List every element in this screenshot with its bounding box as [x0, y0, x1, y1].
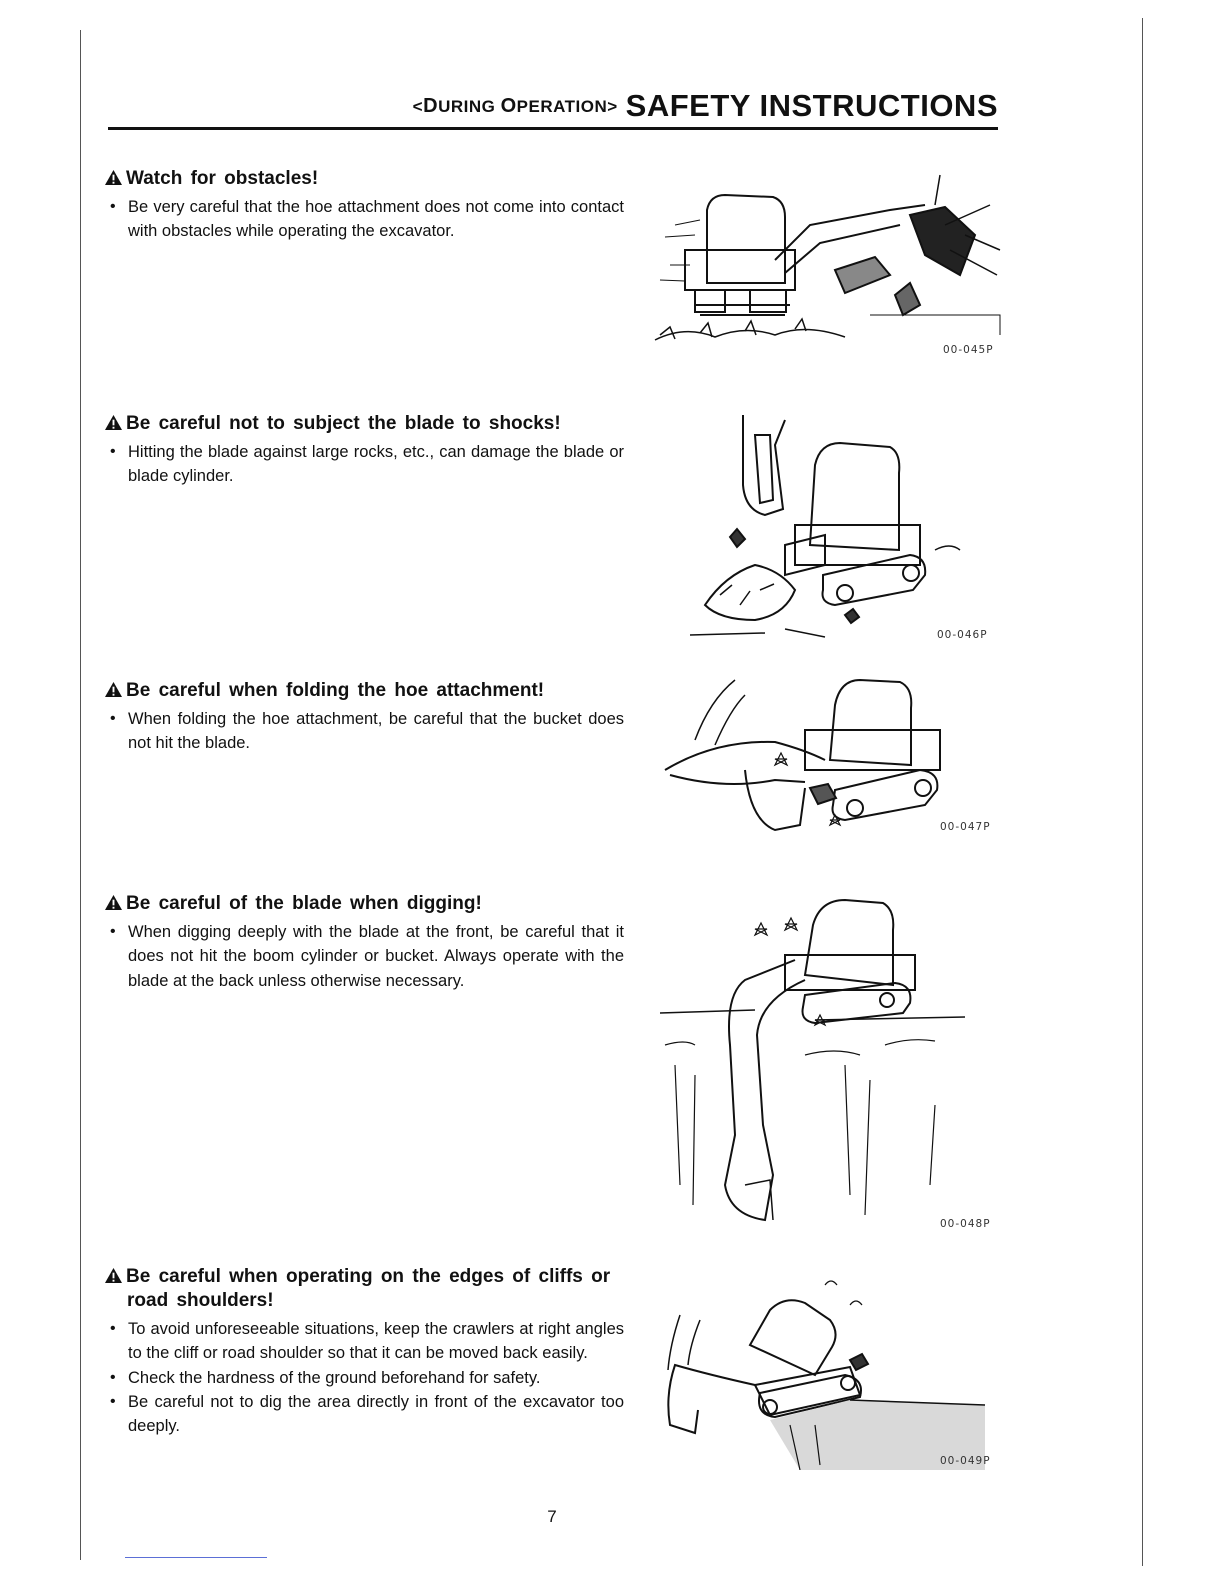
figure-code: 00-045P — [943, 344, 994, 356]
bullet-list — [104, 1317, 624, 1438]
warning-triangle-icon — [104, 169, 123, 186]
warning-triangle-icon — [104, 414, 123, 431]
excavator-cliff-illustration — [650, 1275, 1005, 1470]
page-number: 7 — [547, 1507, 557, 1526]
header-rule — [108, 127, 998, 130]
bullet-list — [104, 707, 624, 756]
section-heading: Be careful not to subject the blade to shocks! — [104, 412, 624, 436]
warning-triangle-icon — [104, 1267, 123, 1284]
excavator-blade-rock-illustration — [675, 405, 1005, 645]
excavator-digging-illustration — [655, 885, 1005, 1235]
list-item: • Be careful not to dig the area directly in front of the excavator too deeply. — [104, 1390, 624, 1439]
list-item: • Check the hardness of the ground beforehand for safety. — [104, 1366, 624, 1390]
header-subtitle: <DURING OPERATION> — [412, 95, 618, 117]
figure-code: 00-047P — [940, 821, 991, 833]
footer-line — [125, 1557, 267, 1558]
warning-triangle-icon — [104, 894, 123, 911]
list-item: • Hitting the blade against large rocks, etc., can damage the blade or blade cylinder. — [104, 440, 624, 489]
bullet-list — [104, 440, 624, 489]
section-heading: Watch for obstacles! — [104, 167, 624, 191]
section-cliff-edges — [104, 1265, 624, 1438]
left-margin-line — [80, 30, 81, 1560]
section-blade-digging — [104, 892, 624, 993]
figure-code: 00-048P — [940, 1218, 991, 1230]
figure-obstacle — [645, 165, 1005, 365]
bullet-list — [104, 920, 624, 993]
figure-blade-shock — [675, 405, 1005, 645]
section-blade-shocks — [104, 412, 624, 489]
excavator-folding-illustration — [655, 670, 1005, 845]
figure-code: 00-046P — [937, 629, 988, 641]
excavator-obstacle-illustration — [645, 165, 1005, 365]
bullet-list — [104, 195, 624, 244]
list-item: • Be very careful that the hoe attachment does not come into contact with obstacles while operating the excavator. — [104, 195, 624, 244]
section-watch-obstacles — [104, 167, 624, 244]
section-heading: Be careful of the blade when digging! — [104, 892, 624, 916]
section-folding-hoe — [104, 679, 624, 756]
right-margin-line — [1142, 18, 1143, 1566]
page-title: SAFETY INSTRUCTIONS — [625, 88, 998, 123]
figure-digging — [655, 885, 1005, 1235]
warning-triangle-icon — [104, 681, 123, 698]
section-heading: Be careful when folding the hoe attachment! — [104, 679, 624, 703]
list-item: • To avoid unforeseeable situations, keep the crawlers at right angles to the cliff or road shoulder so that it can be moved back easily. — [104, 1317, 624, 1366]
page-header — [108, 88, 998, 128]
list-item: • When folding the hoe attachment, be careful that the bucket does not hit the blade. — [104, 707, 624, 756]
section-heading: Be careful when operating on the edges of cliffs or road shoulders! — [104, 1265, 624, 1313]
figure-code: 00-049P — [940, 1455, 991, 1467]
figure-folding-hoe — [655, 670, 1005, 845]
figure-cliff-edge — [650, 1275, 1005, 1470]
list-item: • When digging deeply with the blade at the front, be careful that it does not hit the boom cylinder or bucket. Always operate with the blade at the back unless otherwise necessary. — [104, 920, 624, 993]
